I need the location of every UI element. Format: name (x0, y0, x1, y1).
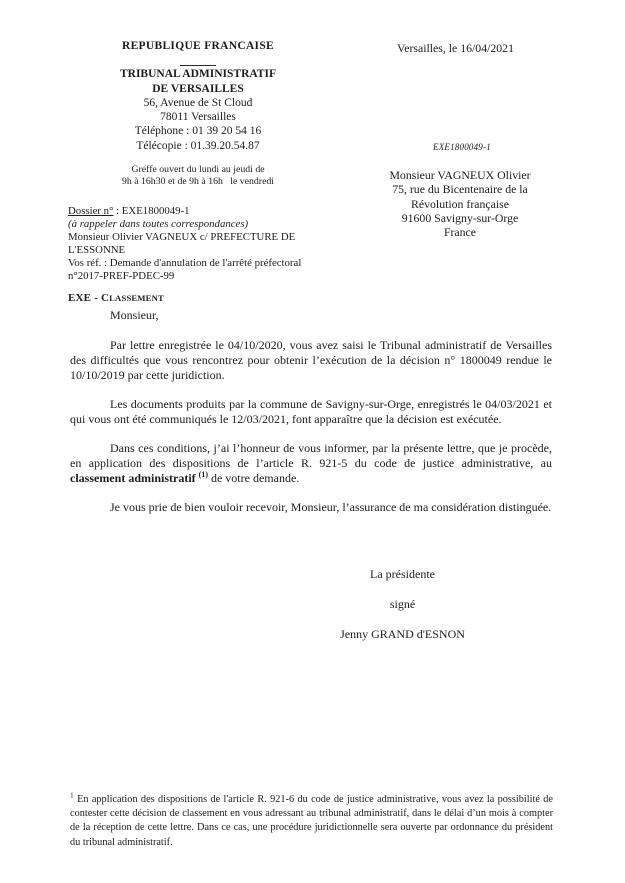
footnote-text: En application des dispositions de l'article R. 921-6 du code de justice administrative, vous avez la possibilité de contester cette décision de classement en vous adressant au tribunal administratif, dans le délai d’un mois à compter de la réception de cette lettre. Dans ce cas, une procédure juridictionnelle sera ouverte par ordonnance du président du tribunal administratif. (70, 794, 553, 848)
footnote-reference-mark: (1) (198, 470, 208, 479)
court-phone: Téléphone : 01 39 20 54 16 (134, 125, 262, 138)
footnote-marker: 1 (70, 790, 74, 800)
case-reference-block (68, 205, 343, 305)
classement-administratif-bold: classement administratif (70, 471, 196, 485)
your-reference-line1: Vos réf. : Demande d'annulation de l'arrêté préfectoral (68, 257, 302, 269)
body-paragraph-1: Par lettre enregistrée le 04/10/2020, vous avez saisi le Tribunal administratif de Versailles des difficultés que vous rencontrez pour obtenir l’exécution de la décision n° 1800049 rendue le 10/10/2019 par cette juridiction. (70, 338, 552, 382)
recipient-city: 91600 Savigny-sur-Orge (401, 210, 519, 225)
court-letterhead (58, 39, 338, 189)
recipient-address (373, 168, 547, 239)
recipient-country: France (443, 225, 477, 240)
parties-line2: L'ESSONNE (68, 244, 126, 256)
registry-hours-line1: Greffe ouvert du lundi au jeudi de (131, 164, 265, 176)
letterhead-divider (180, 65, 216, 66)
dossier-number-line (68, 205, 343, 218)
salutation: Monsieur, (110, 308, 159, 322)
letter-body (70, 308, 552, 529)
recipient-name: Monsieur VAGNEUX Olivier (389, 168, 531, 182)
signature-name: Jenny GRAND d'ESNON (340, 627, 465, 641)
body-paragraph-2: Les documents produits par la commune de Savigny-sur-Orge, enregistrés le 04/03/2021 et qui vous ont été communiqués le 12/03/2021, font apparaître que la décision est exécutée. (70, 397, 552, 426)
parties-line1: Monsieur Olivier VAGNEUX c/ PREFECTURE DE (68, 231, 296, 243)
correspondence-note: (à rappeler dans toutes correspondances) (68, 218, 249, 230)
court-city: 78011 Versailles (160, 111, 236, 124)
reference-number-small: EXE1800049-1 (433, 142, 491, 152)
paragraph3-text-after: de votre demande. (207, 471, 300, 485)
recipient-street-line2: Révolution française (411, 196, 509, 211)
subject-line (68, 292, 343, 305)
body-paragraph-3 (70, 441, 552, 486)
date-line: Versailles, le 16/04/2021 (397, 41, 514, 55)
registry-hours (58, 164, 338, 189)
body-paragraph-4: Je vous prie de bien vouloir recevoir, Monsieur, l’assurance de ma considération distinguée. (110, 500, 552, 514)
court-name-line2: DE VERSAILLES (152, 82, 244, 95)
subject-head: EXE - C (68, 292, 110, 304)
recipient-street-line1: 75, rue du Bicentenaire de la (392, 182, 528, 197)
your-reference-line2: n°2017-PREF-PDEC-99 (68, 270, 175, 282)
footnote (70, 790, 553, 850)
registry-hours-line2: 9h à 16h30 et de 9h à 16h le vendredi (121, 176, 275, 188)
court-name-line1: TRIBUNAL ADMINISTRATIF (119, 68, 277, 81)
dossier-label: Dossier n° (68, 205, 114, 217)
subject-tail: LASSEMENT (109, 293, 164, 303)
signature-signed-mention: signé (389, 597, 416, 611)
dossier-value: : EXE1800049-1 (113, 205, 190, 217)
paragraph3-text-before: Dans ces conditions, j’ai l’honneur de vous informer, par la présente lettre, que je procède, en application des dispositions de l’article R. 921-5 du code de justice administrative, au (70, 441, 552, 470)
signature-title: La présidente (370, 567, 435, 581)
court-street: 56, Avenue de St Cloud (143, 96, 253, 109)
court-fax: Télécopie : 01.39.20.54.87 (136, 139, 260, 152)
republic-heading: REPUBLIQUE FRANCAISE (121, 40, 274, 52)
